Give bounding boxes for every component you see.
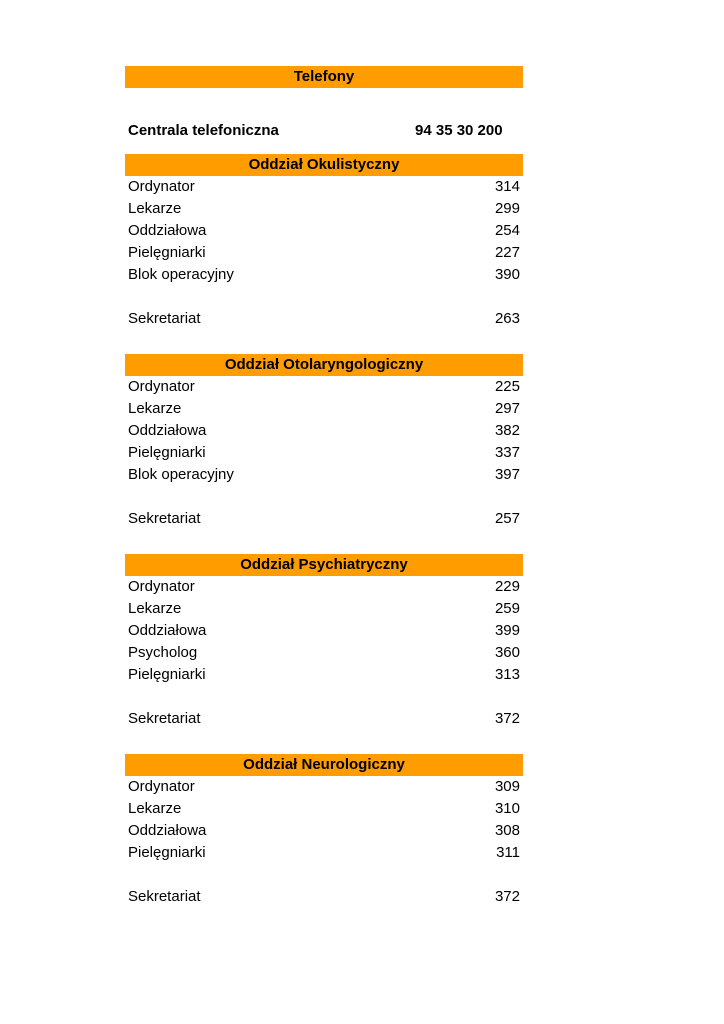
list-item [125,620,523,642]
extension-number: 225 [494,378,520,395]
list-item [125,576,523,598]
page-title: Telefony [125,66,523,88]
central-phone-row [125,120,523,142]
phone-directory-sheet [125,66,523,908]
extension-number: 397 [494,466,520,483]
extension-number: 299 [494,200,520,217]
role-label: Oddziałowa [128,822,207,839]
list-item [125,776,523,798]
department-section-okulistyczny [125,154,523,330]
role-label: Oddziałowa [128,222,207,239]
role-label: Lekarze [128,400,182,417]
extension-number: 257 [494,510,520,527]
extension-number: 229 [494,578,520,595]
role-label: Pielęgniarki [128,666,206,683]
list-item [125,642,523,664]
extension-number: 372 [494,888,520,905]
role-label: Lekarze [128,600,182,617]
extension-number: 311 [496,844,520,861]
extension-number: 263 [494,310,520,327]
list-item [125,420,523,442]
department-section-otolaryngologiczny [125,354,523,530]
secretariat-row [125,508,523,530]
role-label: Ordynator [128,778,195,795]
list-item [125,220,523,242]
role-label: Sekretariat [128,710,201,727]
role-label: Oddziałowa [128,422,207,439]
list-item [125,842,523,864]
department-header: Oddział Psychiatryczny [125,554,523,576]
extension-number: 360 [494,644,520,661]
list-item [125,798,523,820]
role-label: Sekretariat [128,510,201,527]
department-header: Oddział Okulistyczny [125,154,523,176]
extension-number: 297 [494,400,520,417]
list-item [125,242,523,264]
extension-number: 390 [494,266,520,283]
list-item [125,376,523,398]
list-item [125,464,523,486]
role-label: Sekretariat [128,888,201,905]
extension-number: 259 [494,600,520,617]
department-section-neurologiczny [125,754,523,908]
role-label: Psycholog [128,644,198,661]
extension-number: 399 [494,622,520,639]
role-label: Pielęgniarki [128,444,206,461]
central-phone-label: Centrala telefoniczna [128,122,279,139]
secretariat-row [125,886,523,908]
role-label: Ordynator [128,178,195,195]
departments-list [125,154,523,908]
role-label: Oddziałowa [128,622,207,639]
role-label: Ordynator [128,578,195,595]
extension-number: 337 [494,444,520,461]
list-item [125,398,523,420]
extension-number: 372 [494,710,520,727]
department-section-psychiatryczny [125,554,523,730]
secretariat-row [125,308,523,330]
role-label: Pielęgniarki [128,244,206,261]
extension-number: 309 [494,778,520,795]
list-item [125,176,523,198]
list-item [125,198,523,220]
extension-number: 314 [494,178,520,195]
extension-number: 254 [494,222,520,239]
role-label: Ordynator [128,378,195,395]
role-label: Lekarze [128,800,182,817]
secretariat-row [125,708,523,730]
list-item [125,442,523,464]
role-label: Blok operacyjny [128,466,234,483]
department-header: Oddział Neurologiczny [125,754,523,776]
extension-number: 382 [494,422,520,439]
role-label: Sekretariat [128,310,201,327]
list-item [125,598,523,620]
extension-number: 227 [494,244,520,261]
role-label: Lekarze [128,200,182,217]
role-label: Pielęgniarki [128,844,206,861]
department-header: Oddział Otolaryngologiczny [125,354,523,376]
list-item [125,664,523,686]
extension-number: 310 [494,800,520,817]
role-label: Blok operacyjny [128,266,234,283]
extension-number: 308 [494,822,520,839]
central-phone-number: 94 35 30 200 [415,122,503,139]
extension-number: 313 [494,666,520,683]
list-item [125,820,523,842]
list-item [125,264,523,286]
